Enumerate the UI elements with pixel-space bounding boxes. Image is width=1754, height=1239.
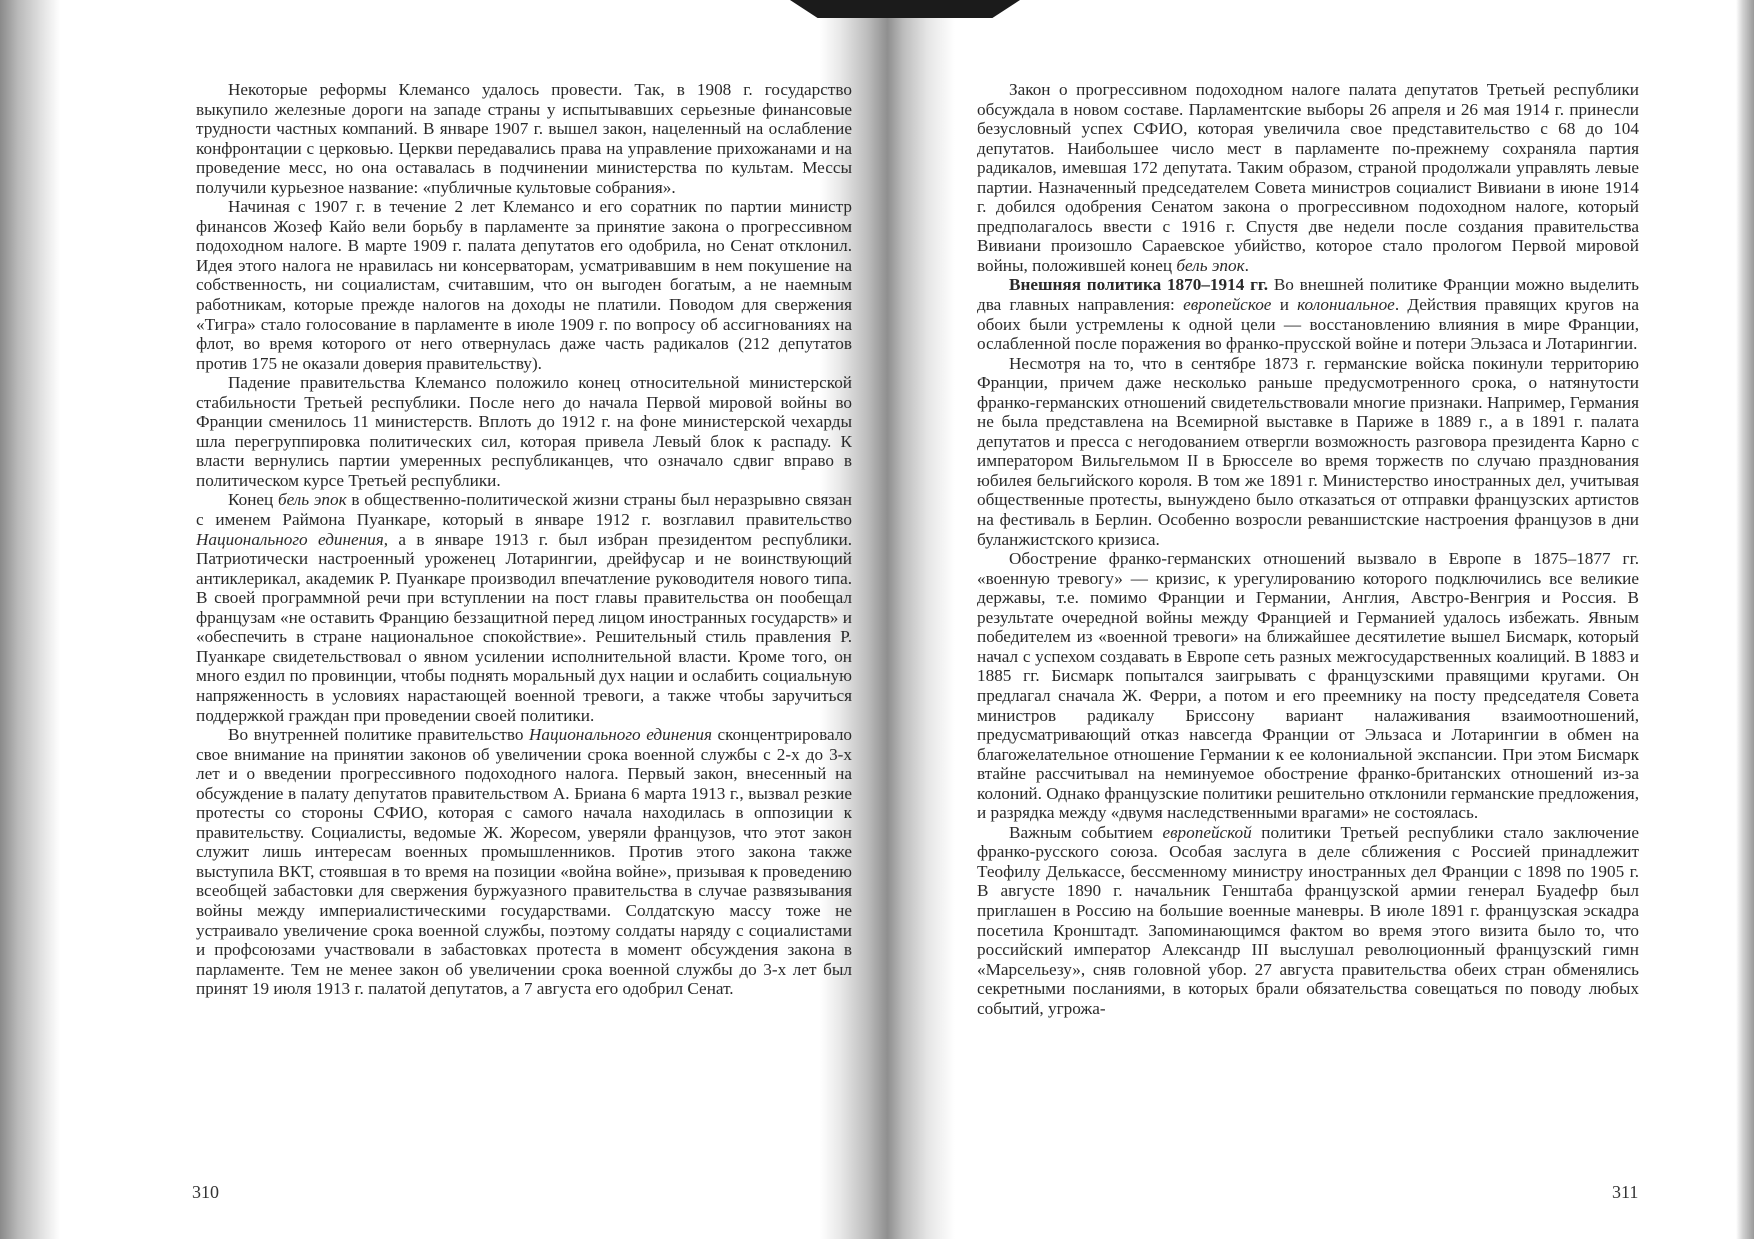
text-run: политики Третьей республики стало заключение франко-русского союза. Особая заслуга в деле сближения с Россией принадлежит Теофилу Делькассе, бессменному министру иностранных дел Франции с 1898 по 1905 г. В августе 1890 г. начальник Генштаба французской армии генерал Буадефр был приглашен в Россию на большие военные маневры. В июле 1891 г. французская эскадра посетила Кронштадт. Запоминающимся фактом во время этого визита было то, что российский император Александр III выслушал революционный французский гимн «Марсельезу», сняв головной убор. 27 августа правительства обеих стран обменялись секретными посланиями, в которых брали обязательства совещаться по поводу любых событий, угрожа- xyxy=(977,822,1640,1018)
left-page-edge-shadow xyxy=(0,0,60,1239)
italic-term: европейское xyxy=(1183,295,1272,315)
text-run: Конец xyxy=(228,490,278,510)
paragraph xyxy=(196,197,852,373)
paragraph xyxy=(196,725,852,999)
paragraph xyxy=(977,549,1639,823)
italic-term: колониальное xyxy=(1297,295,1395,315)
text-run: Падение правительства Клемансо положило конец относительной министерской стабильности Третьей республики. После него до начала Первой мировой войны во Франции сменилось 11 министерств. Вплоть до 1912 г. на фоне министерской чехарды шла перегруппировка политических сил, которая привела Левый блок к распаду. К власти вернулись партии умеренных республиканцев, что означало сдвиг вправо в политическом курсе Третьей республики. xyxy=(196,373,852,490)
paragraph xyxy=(977,80,1639,275)
page-number-right: 311 xyxy=(1612,1182,1639,1202)
paragraph xyxy=(196,490,852,725)
section-heading: Внешняя политика 1870–1914 гг. xyxy=(1009,275,1269,295)
paragraph xyxy=(196,80,852,197)
text-run: Во внешней политике Франции можно выделить два главных направления: xyxy=(977,275,1640,315)
italic-term: Национального единения xyxy=(529,725,712,745)
text-run: . Действия правящих кругов на обоих были устремлены к одной цели — восстановлению влияния в мире Франции, ослабленной после поражения во франко-прусской войне и потери Эльзаса и Лотарингии. xyxy=(977,295,1639,354)
italic-term: бель эпок xyxy=(277,490,347,510)
page-number-left: 310 xyxy=(192,1182,219,1202)
text-run: Во внутренней политике правительство xyxy=(228,725,529,745)
italic-term: Национального единения xyxy=(196,529,384,549)
paragraph xyxy=(977,354,1639,549)
text-run: Закон о прогрессивном подоходном налоге палата депутатов Третьей республики обсуждала в новом составе. Парламентские выборы 26 апреля и 26 мая 1914 г. принесли безусловный успех СФИО, которая увеличила свое представительство с 68 до 104 депутатов. Наибольшее число мест в парламенте по-прежнему сохраняла партия радикалов, имевшая 172 депутата. Таким образом, страной продолжали управлять левые партии. Назначенный председателем Совета министров социалист Вивиани в июне 1914 г. добился одобрения Сенатом закона о прогрессивном подоходном налоге, который предполагалось ввести с 1916 г. Спустя две недели после создания правительства Вивиани произошло Сараевское убийство, которое стало прологом Первой мировой войны, положившей конец xyxy=(977,80,1639,275)
text-run: , а в январе 1913 г. был избран президентом республики. Патриотически настроенный уроженец Лотарингии, дрейфусар и не воинствующий антиклерикал, академик Р. Пуанкаре производил впечатление руководителя нового типа. В своей программной речи при вступлении на пост главы правительства он пообещал французам «не оставить Францию беззащитной перед лицом иностранных государств» и «обеспечить в стране национальное спокойствие». Решительный стиль правления Р. Пуанкаре свидетельствовал о явном усилении исполнительной власти. Кроме того, он много ездил по провинции, чтобы поднять моральный дух нации и ослабить социальную напряженность в условиях нарастающей военной тревоги, а также чтобы заручиться поддержкой граждан при проведении своей политики. xyxy=(196,529,852,725)
text-run: Начиная с 1907 г. в течение 2 лет Клемансо и его соратник по партии министр финансов Жозеф Кайо вели борьбу в парламенте за принятие закона о прогрессивном подоходном налоге. В марте 1909 г. палата депутатов его одобрила, но Сенат отклонил. Идея этого налога не нравилась ни консерваторам, усматривавшим в нем покушение на собственность, ни социалистам, считавшим, что он выгоден богатым, а не наемным работникам, которые прежде налогов на доходы не платили. Поводом для свержения «Тигра» стало голосование в парламенте в июле 1909 г. по вопросу об ассигнованиях на флот, во время которого от него отвернулась даже часть радикалов (212 депутатов против 175 не оказали доверия правительству). xyxy=(196,197,852,373)
left-page xyxy=(196,80,852,999)
paragraph xyxy=(977,275,1639,353)
text-run: Важным событием xyxy=(1009,822,1163,842)
text-run: Несмотря на то, что в сентябре 1873 г. германские войска покинули территорию Франции, причем даже несколько раньше предусмотренного срока, о натянутости франко-германских отношений свидетельствовали многие признаки. Например, Германия не была представлена на Всемирной выставке в Париже в 1889 г., а в 1891 г. палата депутатов и пресса с негодованием отвергли возможность разговора президента Карно с императором Вильгельмом II в Брюсселе во время торжеств по случаю празднования юбилея бельгийского короля. В том же 1891 г. Министерство иностранных дел, учитывая общественные протесты, вынуждено было отказаться от отправки французских артистов на фестиваль в Берлин. Особенно возросли реваншистские настроения французов в дни буланжистского кризиса. xyxy=(977,353,1639,549)
text-run: сконцентрировало свое внимание на принятии законов об увеличении срока военной службы с 2-х до 3-х лет и о введении прогрессивного подоходного налога. Первый закон, внесенный на обсуждение в палату депутатов правительством А. Бриана 6 марта 1913 г., вызвал резкие протесты со стороны СФИО, которая с самого начала находилась в оппозиции к правительству. Социалисты, ведомые Ж. Жоресом, уверяли французов, что этот закон служит лишь интересам военных промышленников. Против этого закона также выступила ВКТ, стоявшая в то время на позиции «война войне», призывая к проведению всеобщей забастовки для свержения буржуазного правительства в случае развязывания войны между империалистическими государствами. Солдатскую массу тоже не устраивало увеличение срока военной службы, поэтому солдаты наряду с социалистами и профсоюзами участвовали в забастовках протеста в момент обсуждения закона в парламенте. Тем не менее закон об увеличении срока военной службы до 3-х лет был принят 19 июля 1913 г. палатой депутатов, а 7 августа его одобрил Сенат. xyxy=(196,725,852,999)
italic-term: европейской xyxy=(1162,822,1252,842)
right-page xyxy=(977,80,1639,1018)
paragraph xyxy=(196,373,852,490)
text-run: . xyxy=(1244,255,1249,275)
text-run: в общественно-политической жизни страны был неразрывно связан с именем Раймона Пуанкаре, который в январе 1912 г. возглавил правительство xyxy=(196,490,852,530)
italic-term: бель эпок xyxy=(1176,255,1245,275)
paragraph xyxy=(977,823,1639,1018)
book-spine-top xyxy=(790,0,1020,18)
text-run: и xyxy=(1271,295,1298,315)
text-run: Обострение франко-германских отношений вызвало в Европе в 1875–1877 гг. «военную тревогу» — кризис, к урегулированию которого подключились все великие державы, т.е. помимо Франции и Германии, Англия, Австро-Венгрия и Россия. В результате очередной войны между Францией и Германией удалось избежать. Явным победителем из «военной тревоги» на ближайшее десятилетие вышел Бисмарк, который начал с успехом создавать в Европе сеть разных межгосударственных коалиций. В 1883 и 1885 гг. Бисмарк попытался заигрывать с французскими правящими кругами. Он предлагал сначала Ж. Ферри, а потом и его преемнику на посту председателя Совета министров радикалу Бриссону вариант налаживания взаимоотношений, предусматривающий отказ навсегда Франции от Эльзаса и Лотарингии в обмен на благожелательное отношение Германии к ее колониальной экспансии. При этом Бисмарк втайне рассчитывал на неминуемое обострение франко-британских отношений из-за колоний. Однако французские политики решительно отклонили германские предложения, и разрядка между «двумя наследственными врагами» не состоялась. xyxy=(977,549,1639,823)
right-page-edge-shadow xyxy=(1736,0,1754,1239)
text-run: Некоторые реформы Клемансо удалось провести. Так, в 1908 г. государство выкупило железные дороги на западе страны у испытывавших серьезные финансовые трудности частных компаний. В январе 1907 г. вышел закон, нацеленный на ослабление конфронтации с церковью. Церкви передавались права на управление прихожанами и на проведение месс, но она оставалась в подчинении министерства по культам. Мессы получили курьезное название: «публичные культовые собрания». xyxy=(196,80,852,197)
